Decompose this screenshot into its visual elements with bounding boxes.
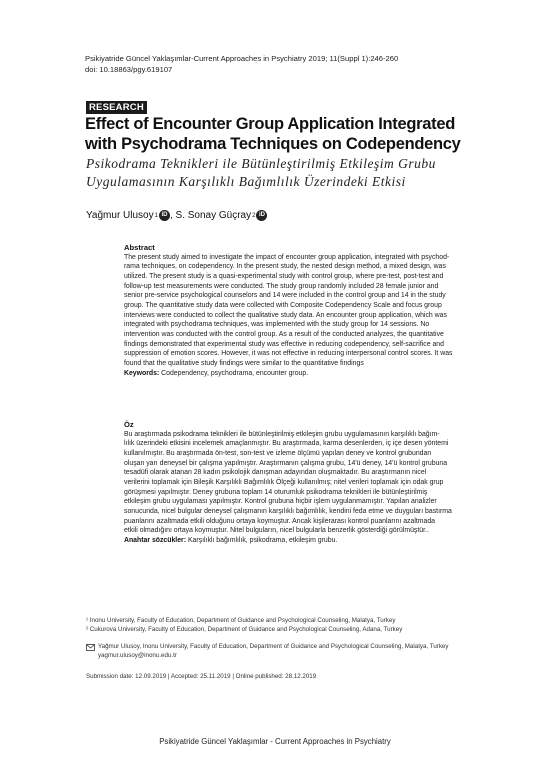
oz-heading: Öz bbox=[124, 420, 134, 429]
oz-line: oluşan yarı deneysel bir çalışma yapılmıştır. Araştırmanın çalışma grubu, 14'ü deney, 14'ü kontrol grubuna bbox=[124, 459, 448, 467]
author-list bbox=[86, 210, 267, 221]
orcid-icon[interactable]: iD bbox=[159, 210, 170, 221]
oz-line: tesadüfi olarak atanan 28 kadın psikolojik danışman adayından oluşmaktadır. Bu araştırmanın nicel bbox=[124, 469, 427, 477]
abstract-line: group. The quantitative study data were collected with Composite Codependency Scale and focus group bbox=[124, 301, 442, 309]
author-name: Yağmur Ulusoy bbox=[86, 210, 154, 221]
abstract-line: The present study aimed to investigate the impact of encounter group application, integrated with psychod- bbox=[124, 253, 450, 261]
author-separator: , bbox=[169, 210, 176, 221]
section-tag: RESEARCH bbox=[86, 101, 147, 114]
affiliation-marker: 1 bbox=[154, 212, 158, 219]
page-footer: Psikiyatride Güncel Yaklaşımlar - Current Approaches in Psychiatry bbox=[159, 737, 391, 746]
journal-header bbox=[85, 54, 398, 75]
oz-line: lılık üzerindeki etkisini incelemek amaçlanmıştır. Bu araştırmada, karma desenlerden, iç içe desen yöntemi bbox=[124, 440, 449, 448]
abstract-line: intervention was conducted with the control group. As a result of the conducted analyzes, the quantitative bbox=[124, 330, 444, 338]
orcid-icon[interactable]: iD bbox=[256, 210, 267, 221]
oz-line: kullanılmıştır. Bu araştırmada ön-test, son-test ve izleme ölçümü yapılan deney ve kontrol grubundan bbox=[124, 449, 432, 457]
abstract-line: found that the qualitative study findings were similar to the quantitative findings bbox=[124, 359, 364, 367]
abstract-body bbox=[124, 253, 500, 369]
keywords-text: Codependency, psychodrama, encounter group. bbox=[159, 369, 309, 377]
abstract-line: interviews were conducted to collect the qualitative study data. An encounter group application, which was bbox=[124, 311, 447, 319]
abstract-line: follow-up test measurements were conducted. The study group randomly included 28 female junior and bbox=[124, 282, 439, 290]
author-name: S. Sonay Güçray bbox=[175, 210, 252, 221]
journal-citation: Psikiyatride Güncel Yaklaşımlar-Current Approaches in Psychiatry 2019; 11(Suppl 1):246-260 bbox=[85, 54, 399, 63]
abstract-line: suppression of emotion scores. However, it was not effective in reducing interpersonal control scores. It was bbox=[124, 350, 453, 358]
keywords-label: Keywords: bbox=[124, 369, 160, 377]
abstract-line: findings demonstrated that experimental study was effective in reducing codependency, self-sacrifice and bbox=[124, 340, 444, 348]
oz-keywords bbox=[124, 536, 500, 546]
abstract-heading: Abstract bbox=[124, 243, 155, 252]
oz-line: puanlarını azaltmada etkili olduğunu ortaya koymuştur. Ancak kişilerarası kontrol puanlarını azaltmada bbox=[124, 517, 436, 525]
affiliation-marker: 2 bbox=[252, 212, 256, 219]
article-title: Effect of Encounter Group Application Integrated with Psychodrama Techniques on Codependency bbox=[85, 115, 461, 153]
abstract-line: rama techniques, on codependency. In the present study, the nested design method, a mixed design, was bbox=[124, 263, 446, 271]
article-subtitle: Psikodrama Teknikleri ile Bütünleştirilmiş Etkileşim Grubu Uygulamasının Karşılıklı Bağımlılık Üzerindeki Etkisi bbox=[86, 156, 436, 189]
oz-line: etkili olmadığını ortaya koymuştur. Nitel bulguların, nicel bulgularla benzerlik gösterdiği görülmüştür.. bbox=[124, 527, 429, 535]
affiliation-footnotes bbox=[86, 617, 402, 635]
oz-body bbox=[124, 430, 500, 536]
correspondence-author: Yağmur Ulusoy, Inonu University, Faculty of Education, Department of Guidance and Psychological Counseling, Malatya, Turkey bbox=[98, 643, 449, 650]
affiliation-1: ¹ Inonu University, Faculty of Education, Department of Guidance and Psychological Counseling, Malatya, Turkey bbox=[86, 617, 396, 624]
oz-line: Bu araştırmada psikodrama teknikleri ile bütünleştirilmiş etkileşim grubu uygulamasının karşılıklı bağım- bbox=[124, 430, 440, 438]
abstract-line: senior pre-service psychological counselors and 14 were included in the control group and 14 in the study bbox=[124, 292, 446, 300]
oz-line: verilerini toplamak için Bileşik Karşılıklı Bağımlılık Ölçeği kullanılmış; nitel verileri toplamak için odak grup bbox=[124, 478, 444, 486]
envelope-icon bbox=[86, 644, 95, 651]
abstract-keywords bbox=[124, 369, 500, 379]
correspondence-email[interactable]: yagmur.ulusoy@inonu.edu.tr bbox=[98, 651, 177, 659]
oz-line: görüşmesi yapılmıştır. Deney grubuna toplam 14 oturumluk psikodrama teknikleri ile bütünleştirilmiş bbox=[124, 488, 428, 496]
keywords-text: Karşılıklı bağımlılık, psikodrama, etkileşim grubu. bbox=[186, 536, 338, 544]
abstract-line: utilized. The present study is a quasi-experimental study with control group, where pre-test, post-test and bbox=[124, 272, 444, 280]
doi: doi: 10.18863/pgy.619107 bbox=[85, 64, 173, 74]
oz-line: etkileşim grubu uygulaması yapılmıştır. Kontrol grubuna hiçbir işlem uygulanmamıştır. Yapılan analizler bbox=[124, 498, 437, 506]
affiliation-2: ² Cukurova University, Faculty of Education, Department of Guidance and Psychological Counseling, Adana, Turkey bbox=[86, 625, 403, 633]
oz-line: sonucunda, nicel bulgular deneysel çalışmanın karşılıklı bağımlılık, kendini feda etme ve duyguları bastırma bbox=[124, 507, 452, 515]
keywords-label: Anahtar sözcükler: bbox=[124, 536, 187, 544]
abstract-line: integrated with psychodrama techniques, was implemented with the study group for 14 sessions. No bbox=[124, 321, 430, 329]
correspondence bbox=[86, 643, 448, 661]
oz-section bbox=[124, 420, 500, 546]
correspondence-line bbox=[86, 643, 448, 652]
submission-dates: Submission date: 12.09.2019 | Accepted: 25.11.2019 | Online published: 28.12.2019 bbox=[86, 673, 317, 680]
abstract-section bbox=[124, 243, 500, 378]
